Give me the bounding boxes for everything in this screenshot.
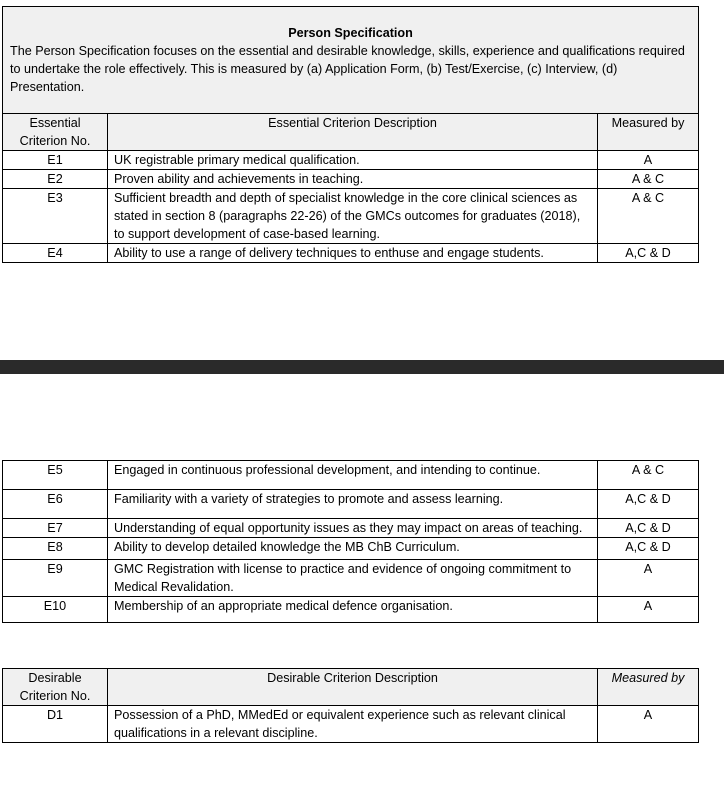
col-header-measured-by: Measured by (598, 114, 699, 151)
table-row (3, 538, 699, 560)
table-row (3, 461, 699, 490)
criterion-description: Ability to use a range of delivery techniques to enthuse and engage students. (108, 244, 598, 263)
measured-by: A (598, 597, 699, 623)
table-row (3, 151, 699, 170)
criterion-no: E10 (3, 597, 108, 623)
measured-by: A & C (598, 461, 699, 490)
measured-by: A & C (598, 170, 699, 189)
col-header-description: Desirable Criterion Description (108, 669, 598, 706)
criterion-no: E1 (3, 151, 108, 170)
criterion-description: Ability to develop detailed knowledge the MB ChB Curriculum. (108, 538, 598, 560)
col-header-measured-by: Measured by (598, 669, 699, 706)
col-header-criterion-no: Essential Criterion No. (3, 114, 108, 151)
table-row (3, 490, 699, 519)
measured-by: A,C & D (598, 519, 699, 538)
criterion-description: UK registrable primary medical qualification. (108, 151, 598, 170)
table-row (3, 597, 699, 623)
criterion-no: E8 (3, 538, 108, 560)
criterion-no: E7 (3, 519, 108, 538)
criterion-description: Proven ability and achievements in teaching. (108, 170, 598, 189)
criterion-description: Engaged in continuous professional development, and intending to continue. (108, 461, 598, 490)
col-header-description: Essential Criterion Description (108, 114, 598, 151)
col-header-criterion-no: Desirable Criterion No. (3, 669, 108, 706)
desirable-criteria-table (2, 668, 699, 743)
measured-by: A,C & D (598, 538, 699, 560)
essential-criteria-table (2, 113, 699, 263)
measured-by: A & C (598, 189, 699, 244)
table-header-row (3, 114, 699, 151)
essential-criteria-table-continued (2, 460, 699, 623)
criterion-no: E2 (3, 170, 108, 189)
page-title: Person Specification (288, 26, 413, 40)
table-row (3, 706, 699, 743)
criterion-no: E3 (3, 189, 108, 244)
measured-by: A,C & D (598, 490, 699, 519)
page-break-divider (0, 360, 724, 374)
person-spec-header (2, 6, 699, 114)
criterion-no: E5 (3, 461, 108, 490)
measured-by: A (598, 706, 699, 743)
criterion-description: Understanding of equal opportunity issues as they may impact on areas of teaching. (108, 519, 598, 538)
table-row (3, 244, 699, 263)
table-header-row (3, 669, 699, 706)
measured-by: A (598, 560, 699, 597)
criterion-no: D1 (3, 706, 108, 743)
criterion-no: E6 (3, 490, 108, 519)
intro-paragraph: The Person Specification focuses on the essential and desirable knowledge, skills, experience and qualifications required to undertake the role effectively. This is measured by (a) Application Form, (b) Test/Exercise, (c) Interview, (d) Presentation. (10, 44, 685, 94)
table-row (3, 519, 699, 538)
criterion-no: E4 (3, 244, 108, 263)
measured-by: A,C & D (598, 244, 699, 263)
criterion-description: Sufficient breadth and depth of specialist knowledge in the core clinical sciences as stated in section 8 (paragraphs 22-26) of the GMCs outcomes for graduates (2018), to support development of case-based learning. (108, 189, 598, 244)
table-row (3, 170, 699, 189)
criterion-description: Possession of a PhD, MMedEd or equivalent experience such as relevant clinical qualifications in a relevant discipline. (108, 706, 598, 743)
table-row (3, 560, 699, 597)
criterion-no: E9 (3, 560, 108, 597)
criterion-description: Familiarity with a variety of strategies to promote and assess learning. (108, 490, 598, 519)
criterion-description: Membership of an appropriate medical defence organisation. (108, 597, 598, 623)
criterion-description: GMC Registration with license to practice and evidence of ongoing commitment to Medical Revalidation. (108, 560, 598, 597)
table-row (3, 189, 699, 244)
measured-by: A (598, 151, 699, 170)
